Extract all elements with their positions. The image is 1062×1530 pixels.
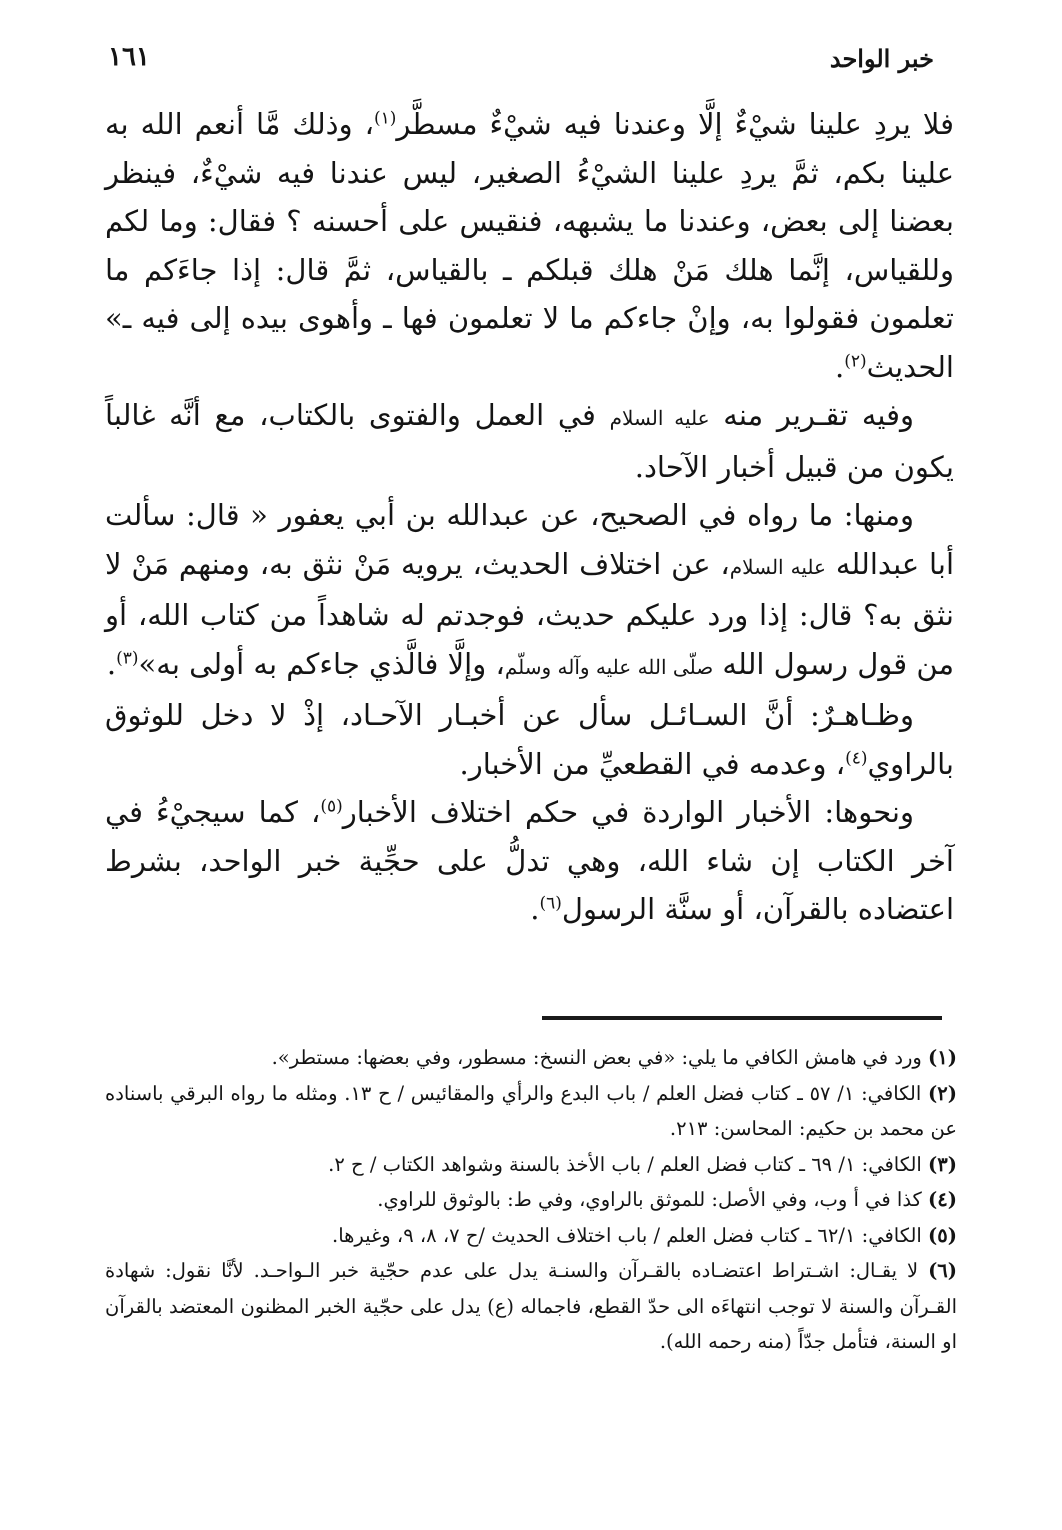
footnote-ref-3[interactable]: (٣) (116, 647, 139, 668)
page-number: ١٦١ (108, 42, 150, 72)
footnote-number: (٤) (928, 1188, 957, 1211)
paragraph-1: فلا يردِ علينا شيْءٌ إلَّا وعندنا فيه شيْءٌ مسطَّر$^{(١)}$، وذلك مَّا أنعم الله به علينا بكم، ثمَّ يردِ علينا الشيْءُ الصغير، ليس عندنا فيه شيْءٌ، فينظر بعضنا إلى بعض، وعندنا ما يشبهه، فنقيس على أحسنه ؟ فقال: وما لكم وللقياس، إنَّما هلك مَنْ هلك قبلكم ـ بالقياس، ثمَّ قال: إذا جاءَكم ما تعلمون فقولوا به، وإنْ جاءكم ما لا تعلمون فها ـ وأهوى بيده إلى فيه ـ» الحديث$^{(٢)}$. (105, 107, 954, 384)
footnote-text: كذا في أ وب، وفي الأصل: للموثق بالراوي، وفي ط: بالوثوق للراوي. (377, 1188, 922, 1211)
honorific: عليه السلام (609, 406, 710, 430)
footnote (105, 1182, 957, 1218)
footnote-number: (١) (928, 1046, 957, 1069)
paragraph-3: ومنها: ما رواه في الصحيح، عن عبدالله بن أبي يعفور « قال: سألت أبا عبدالله عليه السلام، عن اختلاف الحديث، يرويه مَنْ نثق به، ومنهم مَنْ لا نثق به؟ قال: إذا ورد عليكم حديث، فوجدتم له شاهداً من كتاب الله، أو من قول رسول الله صلّى الله عليه وآله وسلّم، وإلَّا فالَّذي جاءكم به أولى به»$^{(٣)}$. (105, 498, 955, 681)
honorific: عليه السلام (729, 554, 826, 579)
footnote (105, 1218, 957, 1254)
footnote-separator (542, 1016, 942, 1020)
footnote-ref-2[interactable]: (٢) (844, 350, 867, 371)
footnote-text: ورد في هامش الكافي ما يلي: «في بعض النسخ: مسطور، وفي بعضها: مستطر». (271, 1046, 922, 1069)
footnote (105, 1253, 957, 1360)
paragraph-5: ونحوها: الأخبار الواردة في حكم اختلاف الأخبار$^{(٥)}$، كما سيجيْءُ في آخر الكتاب إن شاء الله، وهي تدلُّ على حجِّية خبر الواحد، بشرط اعتضاده بالقرآن، أو سنَّة الرسول$^{(٦)}$. (105, 795, 954, 926)
footnote-ref-4[interactable]: (٤) (845, 747, 868, 768)
honorific: صلّى الله عليه وآله وسلّم (504, 654, 714, 679)
running-title: خبر الواحد (829, 44, 934, 73)
footnote-ref-6[interactable]: (٦) (539, 893, 562, 914)
main-text (105, 100, 954, 934)
footnote-text: لا يقـال: اشـتراط اعتضـاده بالقـرآن والسنـة يدل على عدم حجّية خبر الـواحـد. لأنَّا نقول: شهادة القـرآن والسنة لا توجب انتهاءَه الى حدّ القطع، فاجماله (ع) يدل على حجّية الخبر المظنون المعتضد بالقرآن او السنة، فتأمل جدّاً (منه رحمه الله). (105, 1259, 957, 1353)
footnotes (105, 1040, 957, 1360)
footnote-text: الكافي: ١/ ٦٩ ـ كتاب فضل العلم / باب الأخذ بالسنة وشواهد الكتاب / ح ٢. (328, 1152, 922, 1176)
footnote-number: (٢) (928, 1081, 957, 1105)
footnote (105, 1040, 957, 1076)
footnote-text: الكافي: ١/ ٥٧ ـ كتاب فضل العلم / باب البدع والرأي والمقائيس / ح ١٣. ومثله ما رواه البرقي باسناده عن محمد بن حكيم: المحاسن: ٢١٣. (105, 1081, 957, 1140)
page-header (100, 40, 934, 80)
footnote-number: (٥) (928, 1223, 957, 1247)
paragraph-2: وفيه تقـرير منه عليه السلام في العمل والفتوى بالكتاب، مع أنَّه غالباً يكون من قبيل أخبار الآحاد. (105, 398, 954, 484)
paragraph-4: وظـاهـرٌ: أنَّ السـائـل سأل عن أخبـار الآحـاد، إذْ لا دخل للوثوق بالراوي$^{(٤)}$، وعدمه في القطعيِّ من الأخبار. (105, 698, 954, 781)
footnote-ref-1[interactable]: (١) (373, 108, 397, 129)
footnote (105, 1147, 957, 1183)
footnote-number: (٣) (928, 1152, 957, 1176)
footnote-text: الكافي: ٦٢/١ ـ كتاب فضل العلم / باب اختلاف الحديث /ح ٧، ٨، ٩، وغيرها. (332, 1223, 922, 1247)
footnote (105, 1076, 957, 1147)
footnote-ref-5[interactable]: (٥) (320, 796, 343, 817)
footnote-number: (٦) (928, 1259, 958, 1282)
